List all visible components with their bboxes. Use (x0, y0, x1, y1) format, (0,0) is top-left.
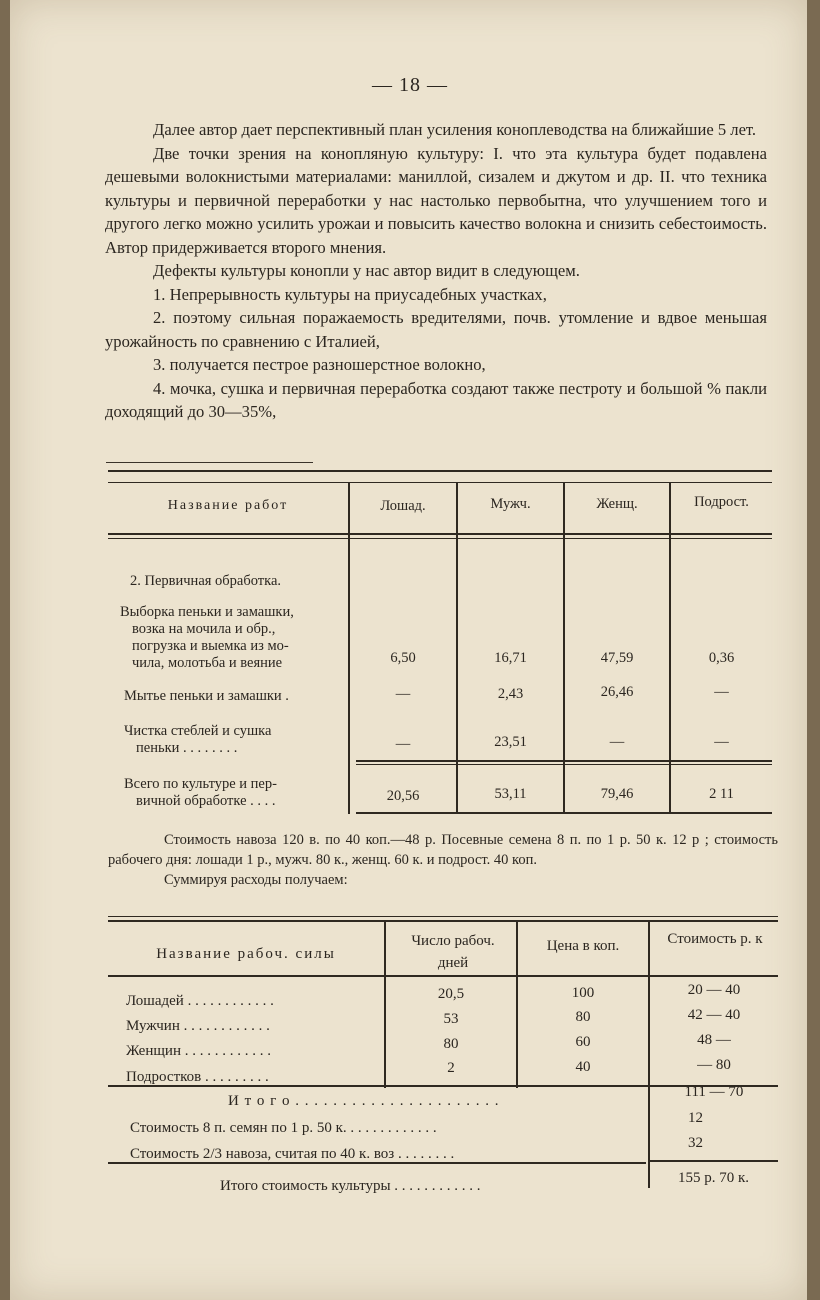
grand-total-value: 155 р. 70 к. (678, 1170, 750, 1186)
table-cell: — (609, 734, 625, 750)
body-text (105, 118, 767, 424)
row-label: Чистка стеблей и сушка пеньки . . . . . . . . (124, 723, 272, 756)
total-cell: 53,11 (494, 786, 527, 802)
column-header: Мужч. (490, 496, 531, 512)
column-rule (456, 482, 458, 814)
paragraph: 2. поэтому сильная поражаемость вредителями, почв. утомление и вдвое меньшая урожайность по сравнению с Италией, (105, 308, 767, 351)
summary-value: 12 (688, 1110, 703, 1126)
column-rule (669, 482, 671, 814)
table-cell: 2,43 (497, 686, 524, 702)
paragraph: Две точки зрения на конопляную культуру: I. что эта культура будет подавлена дешевыми волокнистыми материалами: маниллой, сизалем и джутом и др. II. что техника культуры и первичной переработки у нас настолько первобытна, что улучшением того и другого легко можно усилить урожаи и повысить качество волокна и снизить себестоимость. Автор придерживается второго мнения. (105, 143, 767, 257)
table-cell: 2 (447, 1060, 455, 1076)
paragraph: Далее автор дает перспективный план усиления коноплеводства на ближайшие 5 лет. (153, 120, 757, 139)
summary-value: 32 (688, 1135, 703, 1151)
table-cell: 80 (443, 1036, 459, 1052)
table-cell: 60 (575, 1034, 591, 1050)
table-cell: — (714, 734, 729, 750)
row-label: Мужчин . . . . . . . . . . . . (126, 1018, 270, 1034)
table-cell: 80 (575, 1009, 591, 1025)
table-rule (108, 470, 772, 472)
table-rule (108, 975, 778, 977)
cost-table (108, 908, 778, 1200)
table-cell: 20 — 40 (687, 982, 741, 998)
row-label: Выборка пеньки и замашки, возка на мочила и обр., погрузка и выемка из мо- чила, молотьба и веяние (120, 604, 294, 671)
table-cell: — (395, 736, 411, 752)
column-header: Цена в коп. (546, 938, 620, 954)
column-rule (348, 482, 350, 814)
paragraph: 3. получается пестрое разношерстное волокно, (153, 355, 486, 374)
table-rule (108, 920, 778, 922)
row-label: Лошадей . . . . . . . . . . . . (126, 993, 274, 1009)
row-label: Мытье пеньки и замашки . (124, 688, 289, 704)
table-cell: — (395, 686, 411, 702)
table-rule (108, 916, 778, 917)
row-label: Женщин . . . . . . . . . . . . (126, 1043, 271, 1059)
cost-note (108, 830, 778, 890)
column-header: Название работ (167, 498, 289, 513)
table-cell: — 80 (697, 1057, 731, 1073)
table-cell: 40 (575, 1059, 591, 1075)
divider (106, 462, 313, 463)
total-cell: 79,46 (600, 786, 634, 802)
table-cell: 6,50 (390, 650, 416, 666)
column-header: Стоимость р. к (667, 931, 763, 947)
paragraph: Суммируя расходы получаем: (164, 872, 348, 888)
grand-total-label: Итого стоимость культуры . . . . . . . . . . . . (220, 1178, 481, 1194)
table-cell: 16,71 (494, 650, 527, 666)
total-cell: 2 11 (709, 786, 734, 802)
column-header: Название рабоч. силы (156, 946, 336, 962)
column-header: Подрост. (694, 494, 749, 510)
table-rule (648, 1160, 778, 1162)
column-header: Лошад. (380, 498, 426, 514)
table-rule (108, 538, 772, 539)
subtotal-label: И т о г о . . . . . . . . . . . . . . . . . . . . . . (228, 1093, 500, 1109)
paragraph: Стоимость навоза 120 в. по 40 коп.—48 р. Посевные семена 8 п. по 1 р. 50 к. 12 р ; стоимость рабочего дня: лошади 1 р., мужч. 80 к., женщ. 60 к. и подрост. 40 коп. (108, 832, 778, 868)
table-rule (108, 533, 772, 535)
total-label: Всего по культуре и пер- вичной обработке . . . . (124, 776, 277, 809)
paragraph: 1. Непрерывность культуры на приусадебных участках, (153, 284, 547, 304)
column-header: Женщ. (596, 496, 638, 512)
table-cell: 42 — 40 (687, 1007, 741, 1023)
table-cell: 26,46 (600, 684, 634, 700)
table-cell: 20,5 (437, 986, 465, 1002)
labor-table (108, 470, 772, 815)
column-header: Число рабоч. дней (411, 933, 495, 971)
table-cell: 23,51 (494, 734, 527, 750)
total-cell: 20,56 (386, 788, 420, 804)
subtotal-value: 111 — 70 (684, 1084, 744, 1100)
paragraph: 4. мочка, сушка и первичная переработка создают также пестроту и большой % пакли доходящий до 30—35%, (105, 378, 767, 421)
table-cell: 100 (571, 985, 595, 1001)
section-title: 2. Первичная обработка. (130, 573, 282, 589)
paragraph: Дефекты культуры конопли у нас автор видит в следующем. (153, 261, 580, 280)
table-cell: 47,59 (600, 650, 634, 666)
summary-label: Стоимость 2/3 навоза, считая по 40 к. воз . . . . . . . . (130, 1146, 455, 1162)
summary-label: Стоимость 8 п. семян по 1 р. 50 к. . . . . . . . . . . . . (130, 1120, 437, 1136)
row-label: Подростков . . . . . . . . . (126, 1069, 269, 1085)
table-cell: — (714, 684, 729, 700)
table-cell: 0,36 (708, 650, 735, 666)
column-rule (648, 920, 650, 1188)
page-number: — 18 — (372, 74, 448, 96)
column-rule (563, 482, 565, 814)
table-cell: 48 — (697, 1032, 731, 1048)
table-cell: 53 (443, 1011, 459, 1027)
table-rule (108, 482, 772, 483)
